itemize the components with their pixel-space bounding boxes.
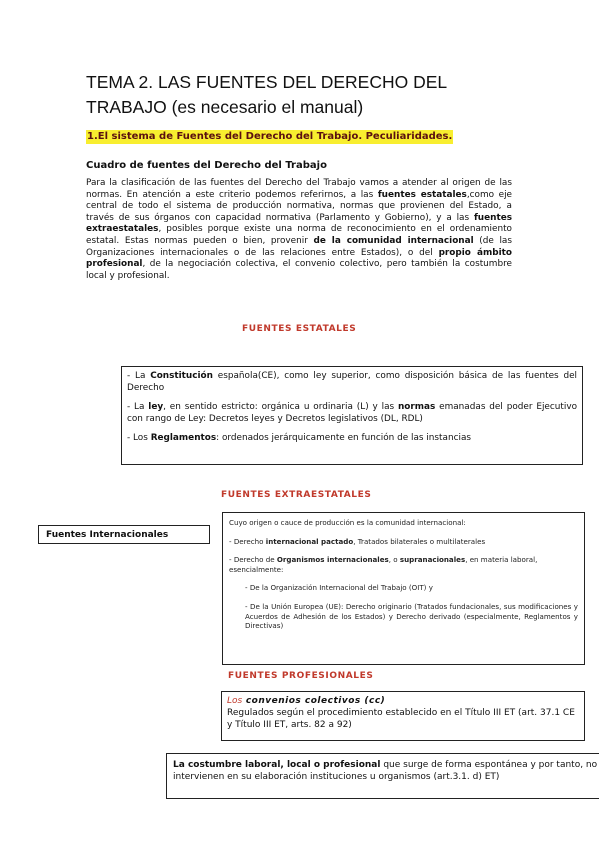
item-bold: Constitución xyxy=(150,371,213,381)
extra-item-organismos xyxy=(229,555,578,574)
item-text: , Tratados bilaterales o multilaterales xyxy=(353,536,486,546)
item-bold: normas xyxy=(397,402,436,412)
subsection-heading: Cuadro de fuentes del Derecho del Trabajo xyxy=(86,160,327,171)
extra-subitem-oit: - De la Organización Internacional del Trabajo (OIT) y xyxy=(245,583,433,593)
extra-item-pactado xyxy=(229,537,578,547)
item-bold: supranacionales xyxy=(399,555,466,565)
item-text: - Los xyxy=(127,433,151,443)
intro-text: (de las Organizaciones internacionales o de las relaciones entre Estados), o del xyxy=(86,235,512,258)
intro-text: , posibles porque existe una norma de reconocimiento en el ordenamiento estatal. Estas normas pueden o bien, provenir xyxy=(86,224,512,246)
convenios-los: Los xyxy=(227,696,243,706)
item-text: , en sentido estricto: orgánica u ordinaria (L) y las xyxy=(163,402,398,412)
heading-fuentes-profesionales: FUENTES PROFESIONALES xyxy=(228,671,374,681)
item-text: : ordenados jerárquicamente en función de las instancias xyxy=(216,433,472,443)
estatales-item-reglamentos xyxy=(127,432,577,444)
intro-paragraph xyxy=(86,178,512,282)
fuentes-internacionales-label: Fuentes Internacionales xyxy=(38,525,210,544)
item-bold: ley xyxy=(148,402,164,412)
estatales-box xyxy=(121,366,583,465)
item-bold: Reglamentos xyxy=(150,433,217,443)
extraestatales-box xyxy=(222,512,585,665)
item-text: - Derecho xyxy=(229,536,266,546)
item-bold: internacional pactado xyxy=(265,536,354,546)
costumbre-text: que surge de forma espontánea y por tanto, no intervienen en su elaboración instituciones u organismos (art.3.1. d) ET) xyxy=(173,760,598,782)
intro-bold: fuentes estatales xyxy=(377,189,467,200)
heading-fuentes-estatales: FUENTES ESTATALES xyxy=(242,324,357,334)
item-text: , en materia laboral, esencialmente: xyxy=(229,555,538,574)
extra-subitem-ue: - De la Unión Europea (UE): Derecho originario (Tratados fundacionales, sus modificaciones y Acuerdos de Adhesión de los Estados) y Derecho derivado (especialmente, Reglamentos y Directivas) xyxy=(245,601,578,631)
intro-text: Para la clasificación de las fuentes del Derecho del Trabajo vamos a atender al origen de las normas. En atención a este criterio podemos referirnos, a las xyxy=(86,178,512,200)
intro-bold: de la comunidad internacional xyxy=(313,235,474,246)
item-text: - La xyxy=(127,371,151,381)
estatales-item-ley xyxy=(127,401,577,425)
costumbre-bold: La costumbre laboral, local o profesional xyxy=(173,760,381,770)
section-heading-highlighted: 1.El sistema de Fuentes del Derecho del Trabajo. Peculiaridades. xyxy=(87,131,453,142)
costumbre-box xyxy=(166,753,599,799)
estatales-item-constitucion xyxy=(127,370,577,394)
page-title: TEMA 2. LAS FUENTES DEL DERECHO DEL TRABAJO (es necesario el manual) xyxy=(86,72,447,117)
item-text: , o xyxy=(388,555,400,565)
item-text: emanadas del poder Ejecutivo con rango de Ley: Decretos leyes y Decretos legislativos (DL, RDL) xyxy=(127,402,578,424)
convenios-title-text: convenios colectivos (cc) xyxy=(242,696,386,706)
heading-fuentes-extraestatales: FUENTES EXTRAESTATALES xyxy=(221,490,372,500)
intro-text: ,como eje central de todo el sistema de producción normativa, normas que provienen del Estado, a través de sus órganos con capacidad normativa (Parlamento y Gobierno), y a las xyxy=(86,189,512,223)
intro-bold: propio ámbito profesional xyxy=(86,247,512,270)
item-text: - Derecho de xyxy=(229,555,277,565)
convenios-text: Regulados según el procedimiento establecido en el Título III ET (art. 37.1 CE y Título III ET, arts. 82 a 92) xyxy=(227,707,575,730)
convenios-box xyxy=(221,691,585,741)
convenios-title xyxy=(227,696,579,708)
item-text: - La xyxy=(127,402,149,412)
intro-bold: fuentes extraestatales xyxy=(86,212,512,235)
item-bold: Organismos internacionales xyxy=(276,555,389,565)
intro-text: , de la negociación colectiva, el convenio colectivo, pero también la costumbre local y profesional. xyxy=(86,259,512,281)
item-text: española(CE), como ley superior, como disposición básica de las fuentes del Derecho xyxy=(127,371,578,393)
extra-intro: Cuyo origen o cauce de producción es la comunidad internacional: xyxy=(229,518,466,527)
